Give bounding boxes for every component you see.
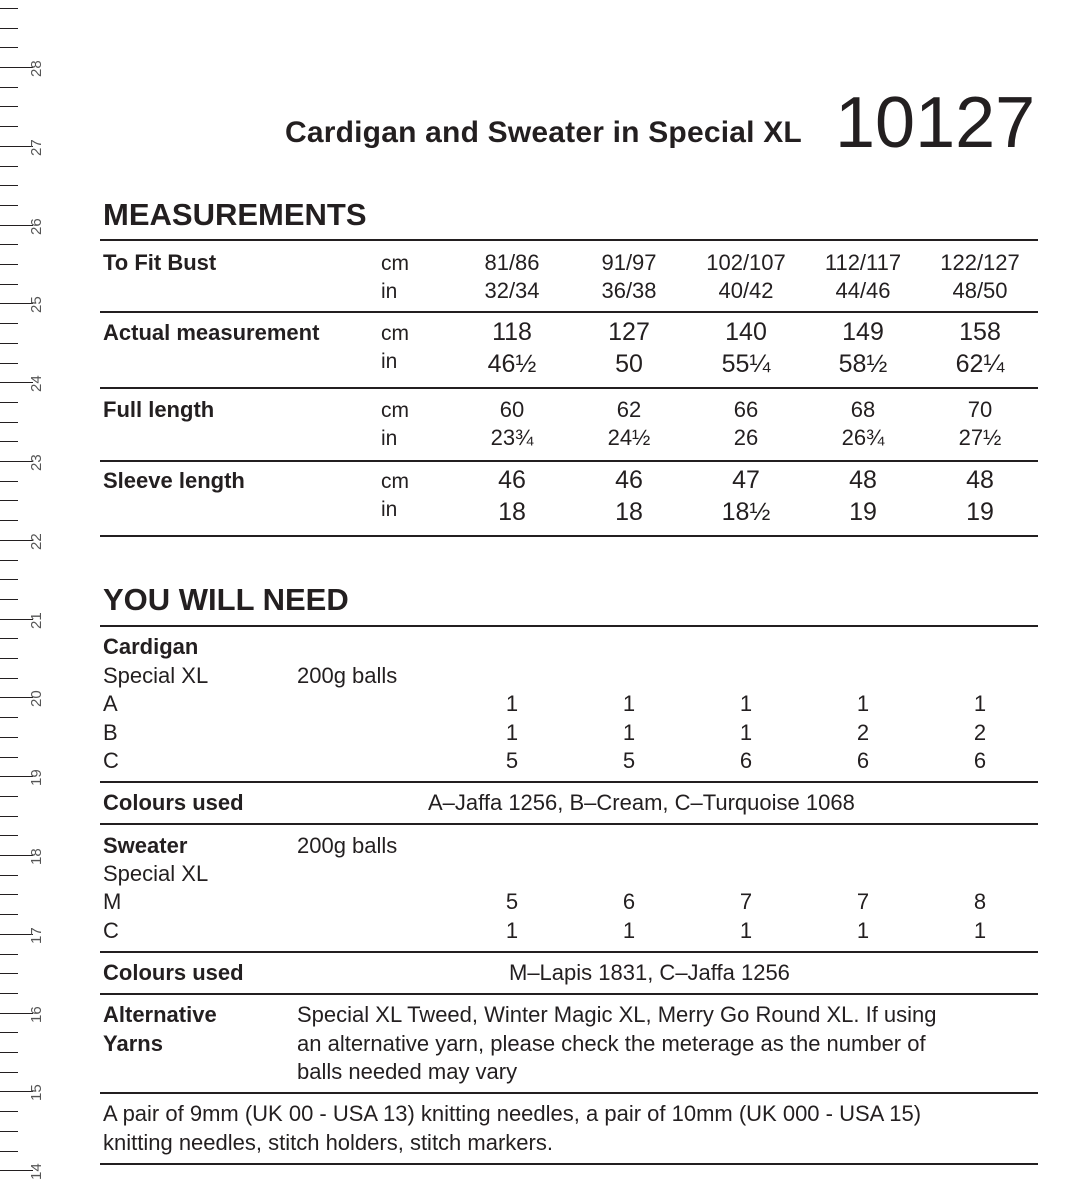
ruler-minor-tick <box>0 737 18 738</box>
sweater-colours: M–Lapis 1831, C–Jaffa 1256 <box>509 960 790 985</box>
divider <box>100 1163 1038 1165</box>
ball-quantity: 8 <box>973 889 987 914</box>
measurement-cm-value: 122/127 <box>940 250 1020 275</box>
measurement-cm-value: 62 <box>616 397 642 422</box>
ruler-label: 23 <box>28 454 45 471</box>
divider <box>100 625 1038 627</box>
ball-quantity: 1 <box>973 917 987 943</box>
ruler-minor-tick <box>0 520 18 521</box>
cardigan-balls: 200g balls <box>297 663 398 688</box>
measurement-in-value: 19 <box>849 498 877 526</box>
ruler <box>0 0 60 1181</box>
ruler-minor-tick <box>0 205 18 206</box>
measurement-cm-value: 127 <box>608 318 650 346</box>
measurement-cm-value: 66 <box>733 397 759 422</box>
ball-quantity: 1 <box>856 691 870 716</box>
measurement-cm-value: 70 <box>967 397 993 422</box>
measurement-cm-value: 47 <box>732 466 760 494</box>
divider <box>100 823 1038 825</box>
divider <box>100 311 1038 313</box>
ruler-minor-tick <box>0 264 18 265</box>
ruler-minor-tick <box>0 402 18 403</box>
ruler-minor-tick <box>0 638 18 639</box>
measurement-cm-value: 112/117 <box>824 250 902 275</box>
ball-quantity: 1 <box>505 719 519 745</box>
measurement-cm-value: 118 <box>492 318 532 346</box>
measurement-in-value: 32/34 <box>484 278 540 303</box>
ruler-label: 17 <box>28 927 45 944</box>
you-will-need-heading: YOU WILL NEED <box>103 582 349 617</box>
measurement-cm-value: 149 <box>842 318 884 346</box>
needles-line1: A pair of 9mm (UK 00 - USA 13) knitting needles, a pair of 10mm (UK 000 - USA 15) <box>103 1101 922 1126</box>
yarn-code: M <box>103 889 122 914</box>
measurement-label: Full length <box>103 397 215 422</box>
measurement-cm-value: 140 <box>725 318 767 346</box>
measurement-in-value: 62¼ <box>955 350 1005 378</box>
ruler-minor-tick <box>0 1032 18 1033</box>
cardigan-yarn: Special XL <box>103 663 209 688</box>
ruler-minor-tick <box>0 717 18 718</box>
ball-quantity: 2 <box>856 719 870 745</box>
unit-cm: cm <box>381 470 409 493</box>
measurement-cm-value: 158 <box>959 318 1001 346</box>
measurement-in-value: 23¾ <box>490 425 534 450</box>
yarn-code: B <box>103 719 118 745</box>
unit-cm: cm <box>381 252 409 275</box>
sweater-label: Sweater <box>103 833 188 858</box>
measurement-in-value: 19 <box>966 498 994 526</box>
measurement-in-value: 36/38 <box>601 278 657 303</box>
ruler-minor-tick <box>0 816 18 817</box>
measurement-cm-value: 46 <box>615 466 643 494</box>
divider <box>100 239 1038 241</box>
ruler-minor-tick <box>0 993 18 994</box>
ball-quantity: 6 <box>856 748 870 773</box>
ball-quantity: 1 <box>973 691 987 716</box>
measurement-in-value: 18 <box>615 498 643 526</box>
sweater-balls: 200g balls <box>297 833 398 858</box>
ruler-label: 22 <box>28 533 45 550</box>
divider <box>100 1092 1038 1094</box>
measurement-in-value: 48/50 <box>952 278 1008 303</box>
ball-quantity: 5 <box>505 889 519 914</box>
measurements-heading: MEASUREMENTS <box>103 197 367 232</box>
alternative-label-line1: Alternative <box>103 1002 217 1027</box>
ruler-minor-tick <box>0 126 18 127</box>
measurement-cm-value: 48 <box>849 466 877 494</box>
ruler-minor-tick <box>0 875 18 876</box>
ball-quantity: 1 <box>739 691 753 716</box>
ruler-minor-tick <box>0 28 18 29</box>
ball-quantity: 1 <box>622 719 636 745</box>
ruler-minor-tick <box>0 106 18 107</box>
ruler-minor-tick <box>0 8 18 9</box>
ruler-minor-tick <box>0 1131 18 1132</box>
measurement-in-value: 18 <box>498 498 526 526</box>
measurement-in-value: 26¾ <box>841 425 885 450</box>
divider <box>100 535 1038 537</box>
ruler-label: 26 <box>28 217 45 235</box>
ruler-label: 16 <box>28 1005 45 1023</box>
unit-in: in <box>381 280 398 303</box>
unit-cm: cm <box>381 399 409 422</box>
ruler-minor-tick <box>0 1111 18 1112</box>
ball-quantity: 7 <box>856 889 870 914</box>
ruler-minor-tick <box>0 422 18 423</box>
ball-quantity: 6 <box>739 748 753 773</box>
ruler-minor-tick <box>0 185 18 186</box>
ball-quantity: 5 <box>505 748 519 773</box>
ball-quantity: 1 <box>622 691 636 716</box>
measurement-cm-value: 48 <box>966 466 994 494</box>
needles-line2: knitting needles, stitch holders, stitch markers. <box>103 1130 553 1155</box>
ruler-minor-tick <box>0 599 18 600</box>
measurement-in-value: 44/46 <box>835 278 891 303</box>
measurement-cm-value: 46 <box>498 466 526 494</box>
ruler-minor-tick <box>0 166 18 167</box>
ruler-minor-tick <box>0 244 18 245</box>
measurement-cm-value: 68 <box>850 397 876 422</box>
ruler-minor-tick <box>0 914 18 915</box>
measurement-in-value: 40/42 <box>718 278 774 303</box>
ball-quantity: 6 <box>622 889 636 914</box>
measurement-label: Sleeve length <box>103 468 245 493</box>
ruler-label: 24 <box>28 375 45 393</box>
ruler-minor-tick <box>0 835 18 836</box>
ruler-minor-tick <box>0 954 18 955</box>
ruler-minor-tick <box>0 894 18 895</box>
ball-quantity: 2 <box>973 719 987 745</box>
yarn-code: C <box>103 748 119 773</box>
ruler-minor-tick <box>0 560 18 561</box>
ruler-minor-tick <box>0 678 18 679</box>
divider <box>100 951 1038 953</box>
measurement-in-value: 58½ <box>838 350 888 378</box>
ruler-minor-tick <box>0 796 18 797</box>
yarn-code: A <box>103 691 118 716</box>
ruler-label: 19 <box>28 769 45 787</box>
sweater-yarn: Special XL <box>103 861 209 886</box>
cardigan-colours: A–Jaffa 1256, B–Cream, C–Turquoise 1068 <box>428 790 855 815</box>
ruler-label: 21 <box>28 611 45 629</box>
measurement-in-value: 46½ <box>487 350 537 378</box>
ruler-minor-tick <box>0 757 18 758</box>
measurement-in-value: 18½ <box>721 498 771 526</box>
pattern-number: 10127 <box>835 83 1036 163</box>
ruler-minor-tick <box>0 973 18 974</box>
ball-quantity: 1 <box>505 917 519 943</box>
ruler-label: 15 <box>28 1084 45 1102</box>
ruler-minor-tick <box>0 1052 18 1053</box>
unit-cm: cm <box>381 322 409 345</box>
ruler-minor-tick <box>0 323 18 324</box>
measurement-in-value: 27½ <box>958 425 1002 450</box>
ball-quantity: 6 <box>973 748 987 773</box>
ball-quantity: 1 <box>856 917 870 943</box>
ruler-minor-tick <box>0 343 18 344</box>
ruler-minor-tick <box>0 481 18 482</box>
ruler-minor-tick <box>0 1072 18 1073</box>
alternative-text-line1: Special XL Tweed, Winter Magic XL, Merry Go Round XL. If using <box>297 1002 937 1027</box>
ball-quantity: 1 <box>739 719 753 745</box>
ruler-minor-tick <box>0 500 18 501</box>
ball-quantity: 1 <box>505 691 519 716</box>
measurement-cm-value: 60 <box>499 397 525 422</box>
ruler-minor-tick <box>0 441 18 442</box>
measurement-in-value: 24½ <box>607 425 651 450</box>
ruler-label: 18 <box>28 848 45 865</box>
measurement-label: To Fit Bust <box>103 250 217 275</box>
sweater-colours-label: Colours used <box>103 960 244 985</box>
page-title: Cardigan and Sweater in Special XL <box>285 116 802 149</box>
divider <box>100 460 1038 462</box>
ruler-minor-tick <box>0 363 18 364</box>
divider <box>100 387 1038 389</box>
ball-quantity: 7 <box>739 889 753 914</box>
cardigan-label: Cardigan <box>103 634 199 659</box>
unit-in: in <box>381 427 398 450</box>
divider <box>100 993 1038 995</box>
ball-quantity: 1 <box>622 917 636 943</box>
ruler-minor-tick <box>0 87 18 88</box>
cardigan-colours-label: Colours used <box>103 790 244 815</box>
ball-quantity: 5 <box>622 748 636 773</box>
alternative-text-line2: an alternative yarn, please check the meterage as the number of <box>297 1031 926 1056</box>
alternative-label-line2: Yarns <box>103 1031 163 1056</box>
ruler-label: 25 <box>28 296 45 314</box>
ball-quantity: 1 <box>739 917 753 943</box>
measurement-in-value: 26 <box>733 425 759 450</box>
ruler-minor-tick <box>0 1151 18 1152</box>
ruler-label: 27 <box>28 139 45 156</box>
measurement-cm-value: 91/97 <box>601 250 657 275</box>
yarn-code: C <box>103 917 119 943</box>
ruler-label: 20 <box>28 690 45 708</box>
ruler-minor-tick <box>0 47 18 48</box>
ruler-label: 28 <box>28 60 45 77</box>
measurement-cm-value: 102/107 <box>706 250 786 275</box>
title-row <box>285 83 1040 168</box>
measurement-cm-value: 81/86 <box>484 250 540 275</box>
alternative-text-line3: balls needed may vary <box>297 1059 518 1084</box>
measurement-in-value: 55¼ <box>721 350 771 378</box>
measurement-label: Actual measurement <box>103 320 320 345</box>
ruler-minor-tick <box>0 579 18 580</box>
unit-in: in <box>381 350 398 373</box>
measurement-in-value: 50 <box>615 350 643 378</box>
ruler-minor-tick <box>0 284 18 285</box>
divider <box>100 781 1038 783</box>
unit-in: in <box>381 498 398 521</box>
ruler-minor-tick <box>0 658 18 659</box>
ruler-label: 14 <box>28 1163 45 1181</box>
